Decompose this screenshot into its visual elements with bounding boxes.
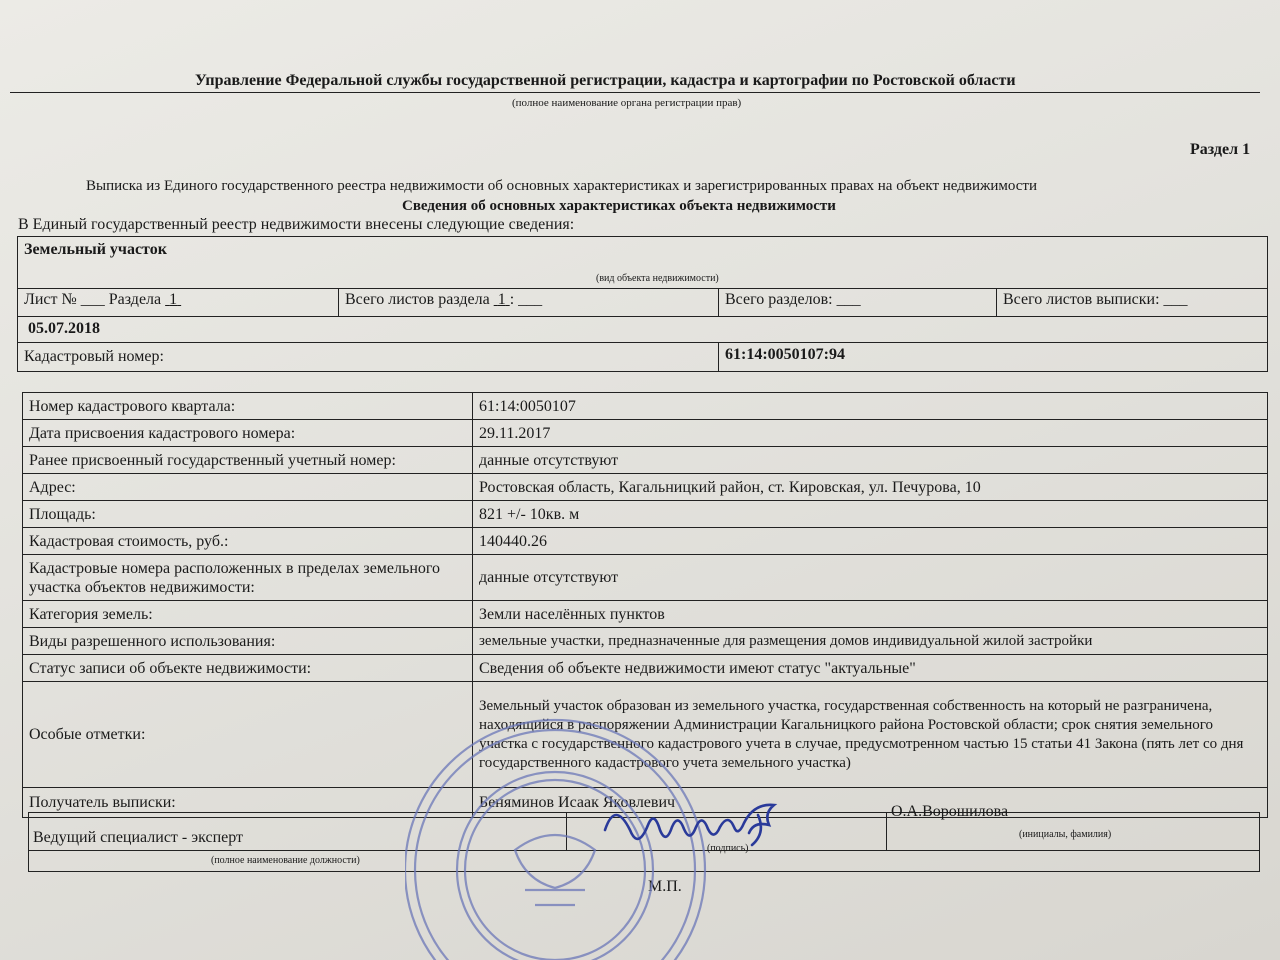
detail-value: 29.11.2017 [473,420,1268,447]
name-caption: (инициалы, фамилия) [1019,829,1112,840]
total-extract-sheets-cell: Всего листов выписки: ___ [996,289,1267,316]
section-label: Раздел 1 [1190,141,1251,158]
table-row [23,601,1268,628]
sheet-number-label: Лист № ___ Раздела [24,291,162,308]
authority-name: Управление Федеральной службы государственной регистрации, кадастра и картографии по Ростовской области [195,72,1016,89]
table-row [23,420,1268,447]
section-sheets-label: Всего листов раздела [345,291,490,308]
seal-label: М.П. [648,878,682,895]
date-row [18,317,1267,343]
object-type-caption: (вид объекта недвижимости) [596,273,719,284]
detail-value: Беняминов Исаак Яковлевич [473,788,1268,818]
detail-value: Земли населённых пунктов [473,601,1268,628]
signature-caption: (подпись) [707,843,749,854]
detail-label: Статус записи об объекте недвижимости: [23,655,473,682]
handwritten-signature [590,790,810,860]
detail-label: Получатель выписки: [23,788,473,818]
detail-value: 61:14:0050107 [473,393,1268,420]
sheet-number-value: 1 [169,291,178,308]
table-row [23,555,1268,601]
object-type-row [18,237,1267,289]
extract-subtitle: Сведения об основных характеристиках объекта недвижимости [402,198,836,214]
detail-value: данные отсутствуют [473,555,1268,601]
cadastral-label: Кадастровый номер: [24,348,164,365]
position-caption: (полное наименование должности) [211,855,360,866]
table-row [23,501,1268,528]
table-row [23,528,1268,555]
sheet-number-cell [18,289,338,316]
detail-label: Кадастровая стоимость, руб.: [23,528,473,555]
detail-value: 140440.26 [473,528,1268,555]
extract-title: Выписка из Единого государственного реестра недвижимости об основных характеристиках и зарегистрированных правах на объект недвижимости [86,178,1038,194]
detail-value: Сведения об объекте недвижимости имеют статус "актуальные" [473,655,1268,682]
section-sheets-cell [338,289,718,316]
authority-caption: (полное наименование органа регистрации прав) [512,97,742,109]
detail-label: Категория земель: [23,601,473,628]
detail-value: Ростовская область, Кагальницкий район, ст. Кировская, ул. Печурова, 10 [473,474,1268,501]
detail-label: Ранее присвоенный государственный учетный номер: [23,447,473,474]
cadastral-row [18,343,1267,371]
detail-label: Номер кадастрового квартала: [23,393,473,420]
position-title: Ведущий специалист - эксперт [33,829,244,846]
signer-name: О.А.Ворошилова [891,803,1009,820]
table-row [23,474,1268,501]
section-sheets-value: 1 [497,291,506,308]
detail-value: 821 +/- 10кв. м [473,501,1268,528]
detail-label: Особые отметки: [23,682,473,788]
detail-label: Дата присвоения кадастрового номера: [23,420,473,447]
table-row [23,655,1268,682]
detail-label: Площадь: [23,501,473,528]
detail-label: Адрес: [23,474,473,501]
extract-date: 05.07.2018 [28,320,100,337]
intro-text: В Единый государственный реестр недвижимости внесены следующие сведения: [18,216,575,233]
total-sections-cell: Всего разделов: ___ [718,289,996,316]
detail-value: земельные участки, предназначенные для размещения домов индивидуальной жилой застройки [473,628,1268,655]
cadastral-number: 61:14:0050107:94 [718,343,1267,371]
table-row [23,393,1268,420]
section-sheets-suffix: : ___ [509,291,543,308]
authority-underline [10,92,1260,93]
table-row [23,447,1268,474]
detail-value: Земельный участок образован из земельного участка, государственная собственность на который не разграничена, находящийся в распоряжении Администрации Кагальницкого района Ростовской области; срок снятия земельного участка с государственного кадастрового учета в случае, предусмотренном частью 15 статьи 41 Закона (пять лет со дня государственного кадастрового учета земельного участка) [473,682,1268,788]
detail-value: данные отсутствуют [473,447,1268,474]
detail-label: Кадастровые номера расположенных в пределах земельного участка объектов недвижимости: [23,555,473,601]
object-type: Земельный участок [24,241,167,258]
table-row [23,628,1268,655]
object-box [17,236,1268,372]
sheets-row [18,289,1267,317]
detail-label: Виды разрешенного использования: [23,628,473,655]
